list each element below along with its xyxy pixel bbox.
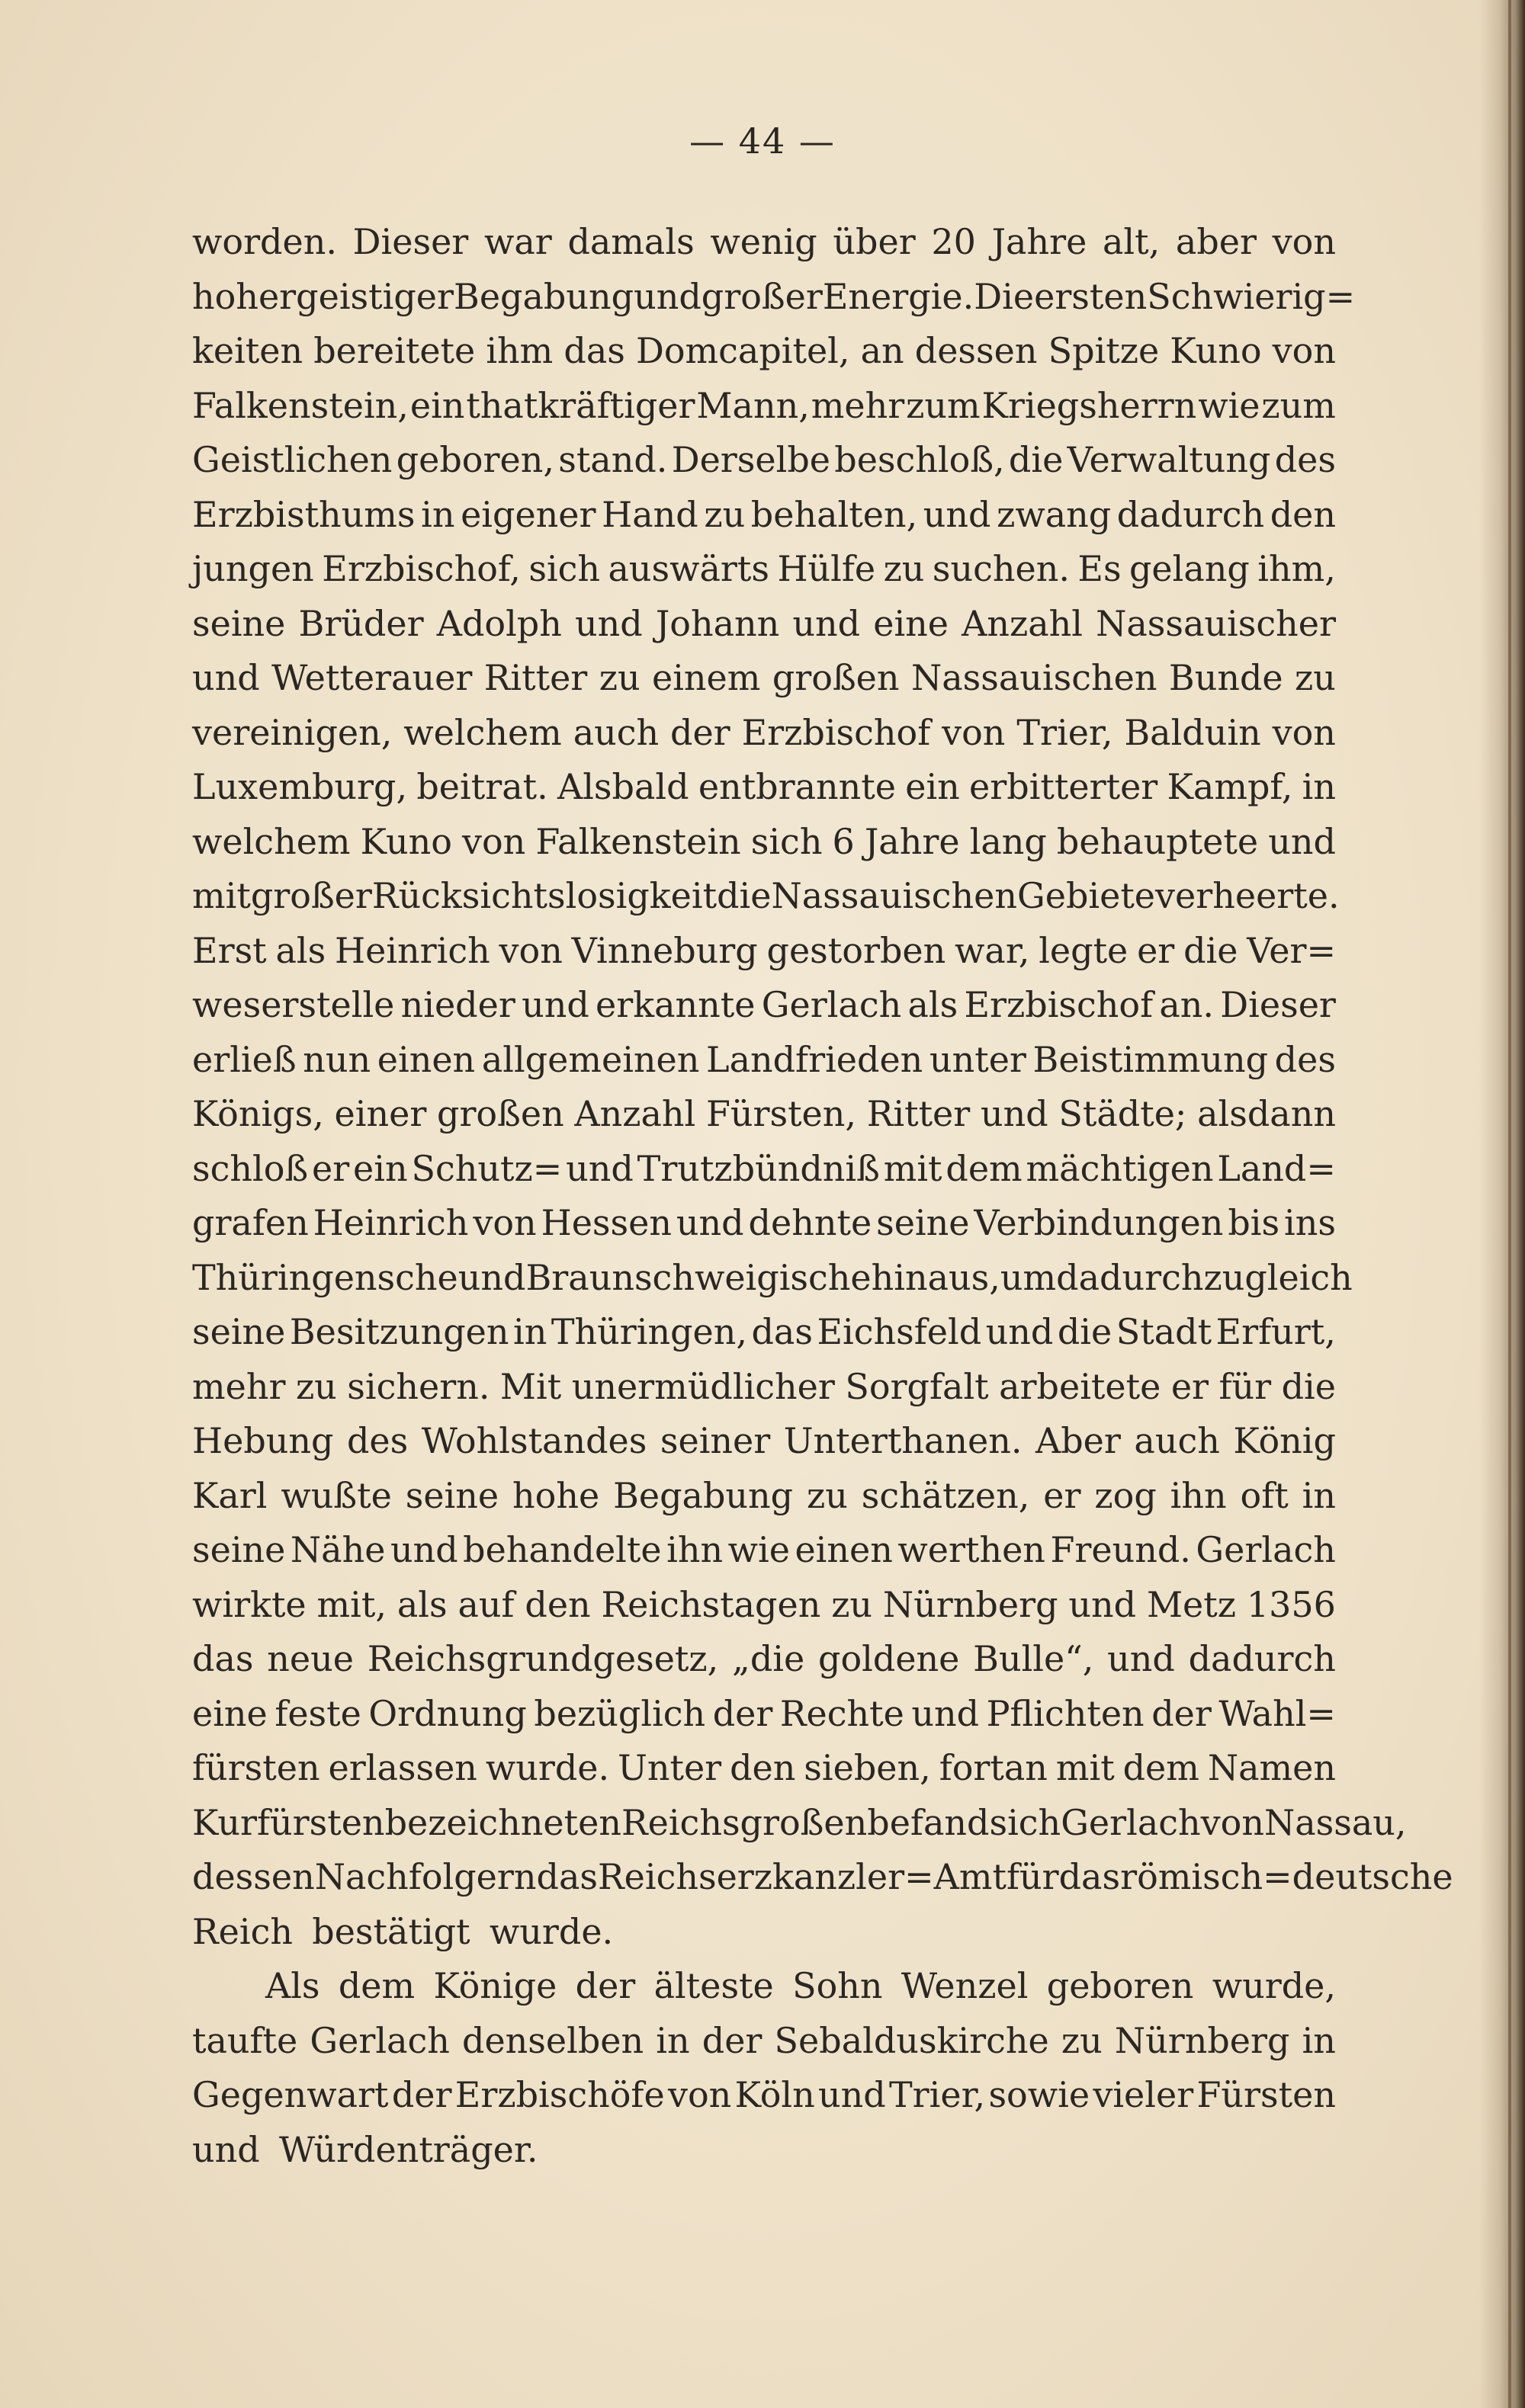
page-edge-shadow [1479, 0, 1525, 2408]
text-line: hoher geistiger Begabung und großer Energie. Die ersten Schwierig= [192, 275, 1356, 317]
text-line: taufte Gerlach denselben in der Sebalduskirche zu Nürnberg in [192, 2019, 1336, 2061]
text-line: Hebung des Wohlstandes seiner Unterthanen. Aber auch König [192, 1420, 1336, 1461]
text-line: Königs, einer großen Anzahl Fürsten, Ritter und Städte; alsdann [192, 1093, 1336, 1134]
text-line: Reich bestätigt wurde. [192, 1910, 614, 1952]
text-line: Erst als Heinrich von Vinneburg gestorben war, legte er die Ver= [192, 929, 1336, 971]
text-line: Gegenwart der Erzbischöfe von Köln und Trier, sowie vieler Fürsten [192, 2074, 1336, 2115]
text-line: fürsten erlassen wurde. Unter den sieben, fortan mit dem Namen [192, 1747, 1336, 1788]
text-line: vereinigen, welchem auch der Erzbischof von Trier, Balduin von [192, 711, 1336, 753]
text-line: Falkenstein, ein thatkräftiger Mann, mehr zum Kriegsherrn wie zum [192, 384, 1336, 426]
text-line: und Würdenträger. [192, 2128, 538, 2170]
text-line: grafen Heinrich von Hessen und dehnte seine Verbindungen bis ins [192, 1202, 1336, 1243]
text-line: worden. Dieser war damals wenig über 20 Jahre alt, aber von [192, 221, 1336, 262]
text-line: schloß er ein Schutz= und Trutzbündniß mit dem mächtigen Land= [192, 1147, 1336, 1189]
text-line: mehr zu sichern. Mit unermüdlicher Sorgfalt arbeitete er für die [192, 1365, 1336, 1407]
text-line: jungen Erzbischof, sich auswärts Hülfe zu suchen. Es gelang ihm, [192, 548, 1336, 589]
text-line: Erzbisthums in eigener Hand zu behalten, und zwang dadurch den [192, 493, 1336, 535]
text-line: Kurfürsten bezeichneten Reichsgroßen befand sich Gerlach von Nassau, [192, 1801, 1407, 1843]
text-line: mit großer Rücksichtslosigkeit die Nassauischen Gebiete verheerte. [192, 875, 1340, 916]
text-line: das neue Reichsgrundgesetz, „die goldene Bulle“, und dadurch [192, 1638, 1336, 1679]
body-text [192, 215, 1453, 2177]
text-line: eine feste Ordnung bezüglich der Rechte und Pflichten der Wahl= [192, 1692, 1336, 1734]
text-line: seine Besitzungen in Thüringen, das Eichsfeld und die Stadt Erfurt, [192, 1311, 1336, 1352]
text-line: Thüringensche und Braunschweigische hin aus, um dadurch zugleich [192, 1256, 1353, 1298]
text-line: welchem Kuno von Falkenstein sich 6 Jahre lang behauptete und [192, 820, 1336, 862]
text-line: seine Brüder Adolph und Johann und eine Anzahl Nassauischer [192, 602, 1336, 644]
text-line: Als dem Könige der älteste Sohn Wenzel geboren wurde, [265, 1965, 1336, 2006]
text-line: Luxemburg, beitrat. Alsbald entbrannte ein erbitterter Kampf, in [192, 766, 1336, 807]
text-line: weserstelle nieder und erkannte Gerlach als Erzbischof an. Dieser [192, 984, 1336, 1025]
text-line: keiten bereitete ihm das Domcapitel, an dessen Spitze Kuno von [192, 330, 1336, 371]
text-line: und Wetterauer Ritter zu einem großen Nassauischen Bunde zu [192, 657, 1336, 698]
text-line: seine Nähe und behandelte ihn wie einen werthen Freund. Gerlach [192, 1529, 1336, 1570]
text-line: dessen Nachfolgern das Reichserzkanzler=Amt für das römisch=deutsche [192, 1856, 1453, 1897]
text-line: Geistlichen geboren, stand. Derselbe beschloß, die Verwaltung des [192, 439, 1336, 480]
text-line: erließ nun einen allgemeinen Landfrieden unter Beistimmung des [192, 1038, 1336, 1080]
text-line: wirkte mit, als auf den Reichstagen zu Nürnberg und Metz 1356 [192, 1583, 1336, 1625]
page-number: — 44 — [689, 120, 836, 162]
text-line: Karl wußte seine hohe Begabung zu schätzen, er zog ihn oft in [192, 1474, 1336, 1516]
page-edge-line [1508, 0, 1511, 2408]
